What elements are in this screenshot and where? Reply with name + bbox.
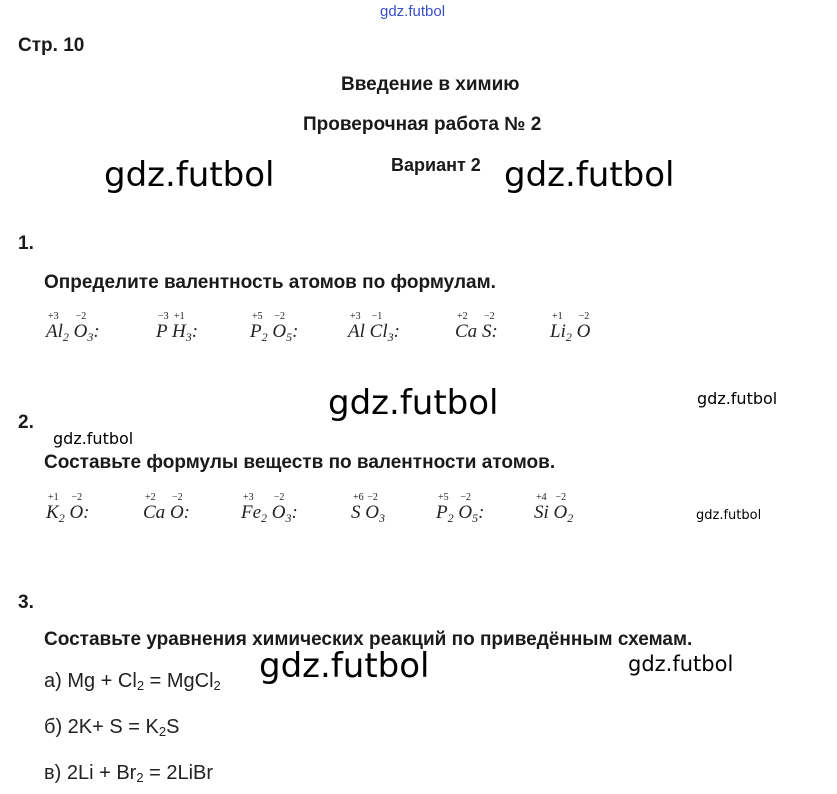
- formula-end: :: [478, 502, 485, 523]
- valence-label: +1: [48, 492, 59, 503]
- valence-label: +2: [457, 311, 468, 322]
- subscript: 3: [185, 330, 192, 344]
- formula-text: [455, 321, 498, 343]
- element-symbol: Ca: [455, 321, 478, 342]
- subscript: 2: [565, 330, 572, 344]
- equation-part: в) 2Li + Br: [44, 762, 137, 784]
- valence-label: +1: [552, 311, 563, 322]
- element-symbol: Ca: [143, 502, 166, 523]
- subscript: 3: [378, 511, 385, 525]
- formula-text: [351, 502, 385, 526]
- subscript: 2: [447, 511, 454, 525]
- valence-label: −2: [274, 311, 285, 322]
- task-2-number: 2.: [18, 412, 34, 433]
- element-symbol: Si: [534, 502, 549, 523]
- valence-label: −2: [578, 311, 590, 322]
- element-symbol: O: [169, 502, 184, 523]
- equation-part: = 2LiBr: [143, 762, 214, 784]
- subscript: 2: [567, 511, 574, 525]
- valence-label: +4: [536, 492, 547, 503]
- equation-b: [44, 716, 179, 739]
- formula-end: :: [292, 321, 299, 342]
- watermark: gdz.futbol: [504, 155, 675, 195]
- formula-text: [436, 502, 484, 526]
- subscript: 2: [136, 678, 145, 693]
- element-symbol: Al: [348, 321, 365, 342]
- equation-part: S: [166, 716, 180, 738]
- equation-part: = MgCl: [144, 670, 214, 692]
- formula-end: :: [491, 321, 498, 342]
- valence-label: +1: [174, 311, 185, 322]
- formula-text: [348, 321, 400, 345]
- element-symbol: Cl: [369, 321, 388, 342]
- formula-text: [46, 321, 100, 345]
- variant-title: Вариант 2: [391, 155, 481, 175]
- element-symbol: Fe: [241, 502, 262, 523]
- valence-label: −3: [158, 311, 169, 322]
- task-1-number: 1.: [18, 233, 34, 254]
- watermark: gdz.futbol: [259, 646, 430, 686]
- equation-a: [44, 670, 221, 693]
- valence-label: +3: [350, 311, 361, 322]
- valence-label: −2: [71, 492, 83, 503]
- valence-label: −2: [75, 311, 87, 322]
- topic-title: Введение в химию: [341, 74, 520, 95]
- task-1-formulas: [0, 311, 837, 351]
- formula-end: :: [393, 321, 400, 342]
- watermark: gdz.futbol: [104, 155, 275, 195]
- element-symbol: P: [436, 502, 448, 523]
- page-number: Стр. 10: [18, 35, 85, 56]
- formula-end: :: [83, 502, 90, 523]
- subscript: 5: [472, 511, 479, 525]
- equation-c: [44, 762, 213, 785]
- valence-label: −2: [483, 311, 495, 322]
- valence-label: −2: [555, 492, 567, 503]
- watermark: gdz.futbol: [53, 429, 134, 448]
- task-2-text: Составьте формулы веществ по валентности атомов.: [44, 452, 556, 473]
- subscript: 3: [87, 330, 94, 344]
- element-symbol: O: [272, 321, 287, 342]
- valence-label: +5: [438, 492, 449, 503]
- element-symbol: H: [172, 321, 186, 342]
- valence-label: −2: [460, 492, 471, 503]
- formula-end: :: [291, 502, 298, 523]
- equation-part: а) Mg + Cl: [44, 670, 137, 692]
- formula-text: [550, 321, 590, 345]
- formula-end: :: [93, 321, 100, 342]
- watermark: gdz.futbol: [696, 508, 762, 523]
- valence-label: −2: [171, 492, 183, 503]
- element-symbol: Li: [550, 321, 566, 342]
- element-symbol: K: [46, 502, 59, 523]
- formula-text: [534, 502, 573, 526]
- element-symbol: P: [250, 321, 262, 342]
- valence-label: +6: [353, 492, 364, 503]
- watermark: gdz.futbol: [628, 652, 734, 676]
- valence-label: +3: [48, 311, 59, 322]
- element-symbol: O: [271, 502, 286, 523]
- element-symbol: O: [553, 502, 568, 523]
- valence-label: +5: [252, 311, 263, 322]
- element-symbol: P: [156, 321, 168, 342]
- task-3-number: 3.: [18, 592, 34, 613]
- subscript: 2: [58, 511, 65, 525]
- valence-label: −2: [367, 492, 378, 503]
- element-symbol: O: [365, 502, 379, 523]
- formula-text: [156, 321, 198, 345]
- formula-text: [250, 321, 298, 345]
- element-symbol: O: [576, 321, 591, 342]
- subscript: 2: [261, 511, 268, 525]
- watermark: gdz.futbol: [328, 383, 499, 423]
- subscript: 2: [62, 330, 69, 344]
- subscript: 2: [158, 724, 167, 739]
- task-3-text: Составьте уравнения химических реакций по приведённым схемам.: [44, 629, 693, 650]
- watermark-top: gdz.futbol: [380, 3, 446, 20]
- subscript: 5: [286, 330, 293, 344]
- formula-text: [143, 502, 190, 524]
- valence-label: +3: [243, 492, 254, 503]
- element-symbol: S: [351, 502, 361, 523]
- formula-text: [241, 502, 298, 526]
- element-symbol: O: [458, 502, 473, 523]
- formula-end: :: [191, 321, 199, 342]
- subscript: 3: [387, 330, 394, 344]
- task-1-text: Определите валентность атомов по формулам.: [44, 272, 496, 293]
- subscript: 2: [213, 678, 221, 693]
- formula-end: :: [183, 502, 190, 523]
- valence-label: −2: [273, 492, 285, 503]
- equation-part: б) 2K+ S = K: [44, 716, 159, 738]
- valence-label: −1: [371, 311, 383, 322]
- valence-label: +2: [145, 492, 156, 503]
- element-symbol: O: [73, 321, 88, 342]
- watermark: gdz.futbol: [697, 389, 778, 408]
- element-symbol: O: [69, 502, 84, 523]
- subscript: 2: [136, 770, 144, 785]
- subscript: 2: [261, 330, 268, 344]
- formula-text: [46, 502, 90, 526]
- element-symbol: Al: [46, 321, 63, 342]
- element-symbol: S: [481, 321, 492, 342]
- test-title: Проверочная работа № 2: [303, 114, 542, 135]
- subscript: 3: [285, 511, 292, 525]
